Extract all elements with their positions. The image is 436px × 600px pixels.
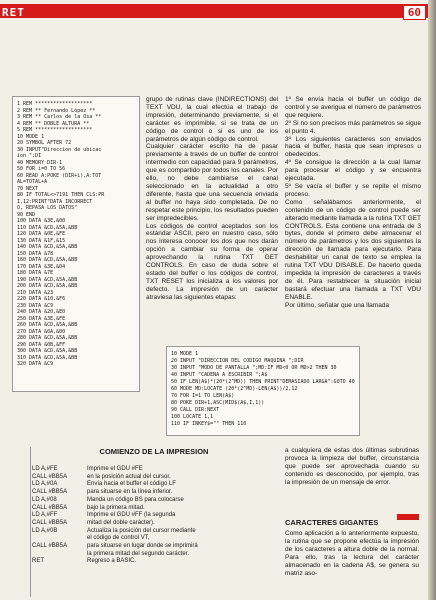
page-number: 60 [403, 5, 426, 20]
code-line: 280 DATA &CD,&5A,&BB [17, 335, 78, 341]
text-column-4: a cualquiera de estas dos últimas subrutinas provoca la limpieza del buffer, circunstancia que puede ser aprovechada cuando su contenido es desconocido, por ejemplo, tras la impresión de un mensaje de error. [285, 447, 419, 486]
code-line: 5 REM ******************* [17, 127, 93, 133]
paragraph: 5º Se vacía el buffer y se repite el mismo proceso. [285, 182, 421, 198]
code-line: 190 DATA &CD,&5A,&BB [17, 276, 78, 283]
code-line: 270 DATA &0A,&00 [17, 328, 66, 335]
code-line: 250 DATA &3E,&FE [17, 315, 66, 322]
asm-row [32, 481, 272, 489]
code-line: 160 DATA &CD,&5A,&BB [17, 257, 78, 263]
asm-row [32, 528, 272, 536]
paragraph: Por último, señalar que una llamada [285, 301, 390, 309]
code-line: 80 POKE DIR+1,ASC(MID$(A$,I,1)) [171, 400, 265, 406]
paragraph: 1º Se envía hacia el buffer un código de control y se averigua el número de parámetros que requiere. [285, 96, 421, 119]
code-line: 100 DATA &3E,&00 [17, 218, 66, 224]
code-line: 130 DATA &1F,&15 [17, 237, 66, 244]
asm-row [32, 489, 272, 497]
code-line: 50 FOR i=0 TO 56 [17, 166, 66, 172]
asm-row [32, 505, 272, 513]
code-line: 4 REM ** DOBLE ALTURA ** [17, 120, 90, 127]
code-line: 80 IF TOTAL<>7191 THEN CLS:PR [17, 192, 105, 198]
asm-instruction: LD A,#0A [32, 481, 58, 488]
asm-instruction: CALL #BB5A [32, 504, 68, 511]
code-line: 10 MODE 1 [17, 133, 45, 140]
code-line: 40 INPUT "CADENA A ESCRIBIR ";A$ [171, 372, 268, 378]
red-bar [397, 514, 419, 520]
code-line: 310 DATA &CD,&5A,&BB [17, 354, 78, 361]
text-column-3 [285, 96, 421, 309]
code-line: AL=TOTAL+A [17, 179, 48, 185]
asm-instruction: CALL #BB5A [32, 519, 68, 526]
code-line: 320 DATA &C9 [17, 361, 54, 367]
asm-instruction [32, 535, 87, 543]
asm-comment: para situarse en la línea inferior. [87, 489, 173, 496]
asm-row [32, 474, 272, 482]
asm-instruction: CALL #BB5A [32, 489, 68, 496]
code-line: 100 LOCATE 1,1 [171, 414, 214, 420]
paragraph: grupo de rutinas clave (INDIRECTIONS) del TEXT VDU, la cual efectúa el trabajo de impresión, determinando previamente, si el carácter es imprimible, si se trata de un código de control o si es uno de los parámetros de algún código de control. [146, 96, 278, 143]
code-line: 1 REM ******************* [17, 101, 93, 107]
code-line: 60 MODE MD:LOCATE (20*(2^MD)-LEN(A$))/2,12 [171, 386, 298, 392]
code-line: 60 READ A:POKE (DIR+i),A:TOT [17, 172, 102, 179]
paragraph: 2º Si no son precisos más parámetros se sigue el punto 4. [285, 119, 421, 135]
code-line: 20 INPUT "DIRECCION DEL CODIGO MAQUINA ";DIR [171, 358, 304, 364]
asm-comment: Regreso a BASIC. [87, 558, 137, 565]
code-line: 50 IF LEN(A$)*(20*(2^MD)) THEN PRINT"DEMASIADO LARGA":GOTO 40 [171, 379, 355, 385]
text-column-5: Como aplicación a lo anteriormente expuesto, la rutina que se propone efectúa la impresión de los caracteres a altura doble de la normal. Para ello, tras la lectura del carácter almacenado en la cadena A$, se genera su matriz aso- [285, 530, 419, 577]
code-line: 30 INPUT"Direccion de ubicac [17, 146, 102, 153]
basic-listing-2 [166, 346, 360, 436]
code-line: 230 DATA &C9 [17, 302, 54, 309]
asm-comment: Actualiza la posición del cursor mediante [87, 527, 196, 534]
code-line: 110 IF INKEY$="" THEN 110 [171, 421, 247, 427]
header-bar [0, 4, 428, 18]
asm-row [32, 558, 272, 566]
code-line: ion ";DI [17, 153, 42, 159]
asm-row [32, 551, 272, 559]
asm-comment: para situarse en lugar donde se imprimirá [87, 543, 198, 550]
asm-comment: la primera mitad del segundo carácter. [87, 550, 190, 557]
code-line: 140 DATA &CD,&5A,&BB [17, 244, 78, 250]
asm-row [32, 512, 272, 520]
asm-instruction: RET [32, 558, 44, 565]
code-line: 3 REM ** Carlos de la Osa ** [17, 114, 102, 120]
asm-instruction: LD A,#0B [32, 527, 58, 534]
asm-comment: Envía hacia el buffer el código LF [87, 481, 176, 488]
asm-row [32, 466, 272, 474]
asm-row [32, 535, 272, 543]
code-line: 290 DATA &0B,&FF [17, 341, 66, 348]
paragraph: Cualquier carácter escrito ha de pasar previamente a través de un buffer de control intermedio con capacidad para 9 parámetros, que es compartido por todos los canales. Por ello, no debe cambiarse el canal seleccionado en la actualidad a otro diferente, hasta que una secuencia enviada al buffer no haya sido completada. De no respetar este principio, los resultados pueden ser impredecibles. [146, 143, 278, 222]
code-line: 2 REM ** Fernando López ** [17, 107, 96, 114]
section-caracteres-gigantes [285, 512, 419, 527]
asm-comment: Manda un código BS para colocarse [87, 496, 184, 503]
code-line: 110 DATA &CD,&5A,&BB [17, 224, 78, 231]
basic-listing [12, 96, 140, 392]
code-line: 220 DATA &10,&F6 [17, 296, 66, 302]
paragraph: 3º Los siguientes caracteres son enviados hacia el buffer, hasta que sean impresos u obedecidos. [285, 135, 421, 159]
code-line: 120 DATA &0E,&FE [17, 231, 66, 237]
asm-comment: Imprime el GDU #FF (la segunda [87, 512, 176, 519]
code-line: 200 DATA &CD,&5A,&BB [17, 283, 78, 289]
asm-comment: el código de control VT, [87, 535, 150, 542]
code-line: 260 DATA &CD,&5A,&BB [17, 322, 78, 328]
asm-comment: Imprime el GDU #FE [87, 466, 143, 472]
asm-comment: mitad del doble carácter). [87, 519, 155, 526]
code-line: 20 SYMBOL AFTER 72 [17, 140, 72, 146]
paragraph: 4º Se consigue la dirección a la cual llamar para procesar el código y se encuentra ejecutada. [285, 159, 421, 183]
asm-comment: en la posición actual del cursor. [87, 473, 171, 480]
asm-instruction: LD A,#FE [32, 466, 58, 472]
code-line: 40 MEMORY DIR-1 [17, 159, 63, 166]
code-line: 210 DATA &23 [17, 289, 54, 296]
asm-instruction: LD A,#08 [32, 496, 57, 503]
section-title: COMIENZO DE LA IMPRESION [99, 447, 209, 456]
asm-row [32, 543, 272, 551]
code-line: 170 DATA &3E,&04 [17, 263, 66, 270]
asm-instruction [32, 551, 87, 559]
code-line: 180 DATA &7E [17, 270, 54, 276]
code-line: I,12:PRINT"DATA INCORRECT [17, 198, 93, 205]
code-line: O, REPASA LOS DATOS" [17, 205, 78, 211]
page-binding [428, 0, 436, 600]
code-line: 30 INPUT "MODO DE PANTALLA ";MD:IF MD<0 OR MD>2 THEN 30 [171, 365, 337, 371]
code-line: 300 DATA &CD,&5A,&BB [17, 348, 78, 354]
code-line: 90 CALL DIR:NEXT [171, 407, 220, 413]
asm-row [32, 497, 272, 505]
code-line: 70 NEXT [17, 185, 39, 192]
code-line: 10 MODE 1 [171, 351, 199, 357]
paragraph: Como señalábamos anteriormente, el contenido de un código de control puede ser alterado mediante llamada a la rutina TXT GET CONTROLS. Esta contiene una entrada de 3 bytes, donde el primero debe almacenar el número de parámetros y los dos siguientes la dirección de llamada para ejecutarlo. Para deshabilitar un canal de texto se emplea la rutina TXT VDU DISABLE. De hacerlo queda impedida la impresión de caracteres a través de él. Para restablecer la situación inicial bastará efectuar una llamada a TXT VDU ENABLE. [285, 198, 421, 301]
code-line: 240 DATA &20,&E0 [17, 309, 66, 315]
paragraph: Los códigos de control aceptados son los estándar ASCII, pero en nuestro caso, sólo nos interesa conocer los dos que nos darán opción a cambiar su forma de operar aprovechando la rutina TXT GET CONTROLS. En caso de duda sobre el estado del buffer o los códigos de control, TXT RESET los inicializa a los valores por defecto. La impresión de un carácter atraviesa las siguientes etapas: [146, 222, 278, 301]
code-line: 90 END [17, 211, 36, 218]
asm-row [32, 520, 272, 528]
asm-instruction: CALL #BB5A [32, 543, 68, 550]
asm-instruction: LD A,#FF [32, 512, 58, 519]
text-column-2 [146, 96, 278, 302]
magazine-logo: RET [2, 6, 25, 19]
asm-instruction: CALL #BB5A [32, 473, 68, 480]
code-line: 70 FOR I=1 TO LEN(A$) [171, 393, 235, 399]
section-title: CARACTERES GIGANTES [285, 518, 379, 527]
asm-comment: bajo la primera mitad. [87, 504, 145, 511]
code-line: 150 DATA &78 [17, 250, 54, 257]
assembly-listing [32, 466, 272, 566]
